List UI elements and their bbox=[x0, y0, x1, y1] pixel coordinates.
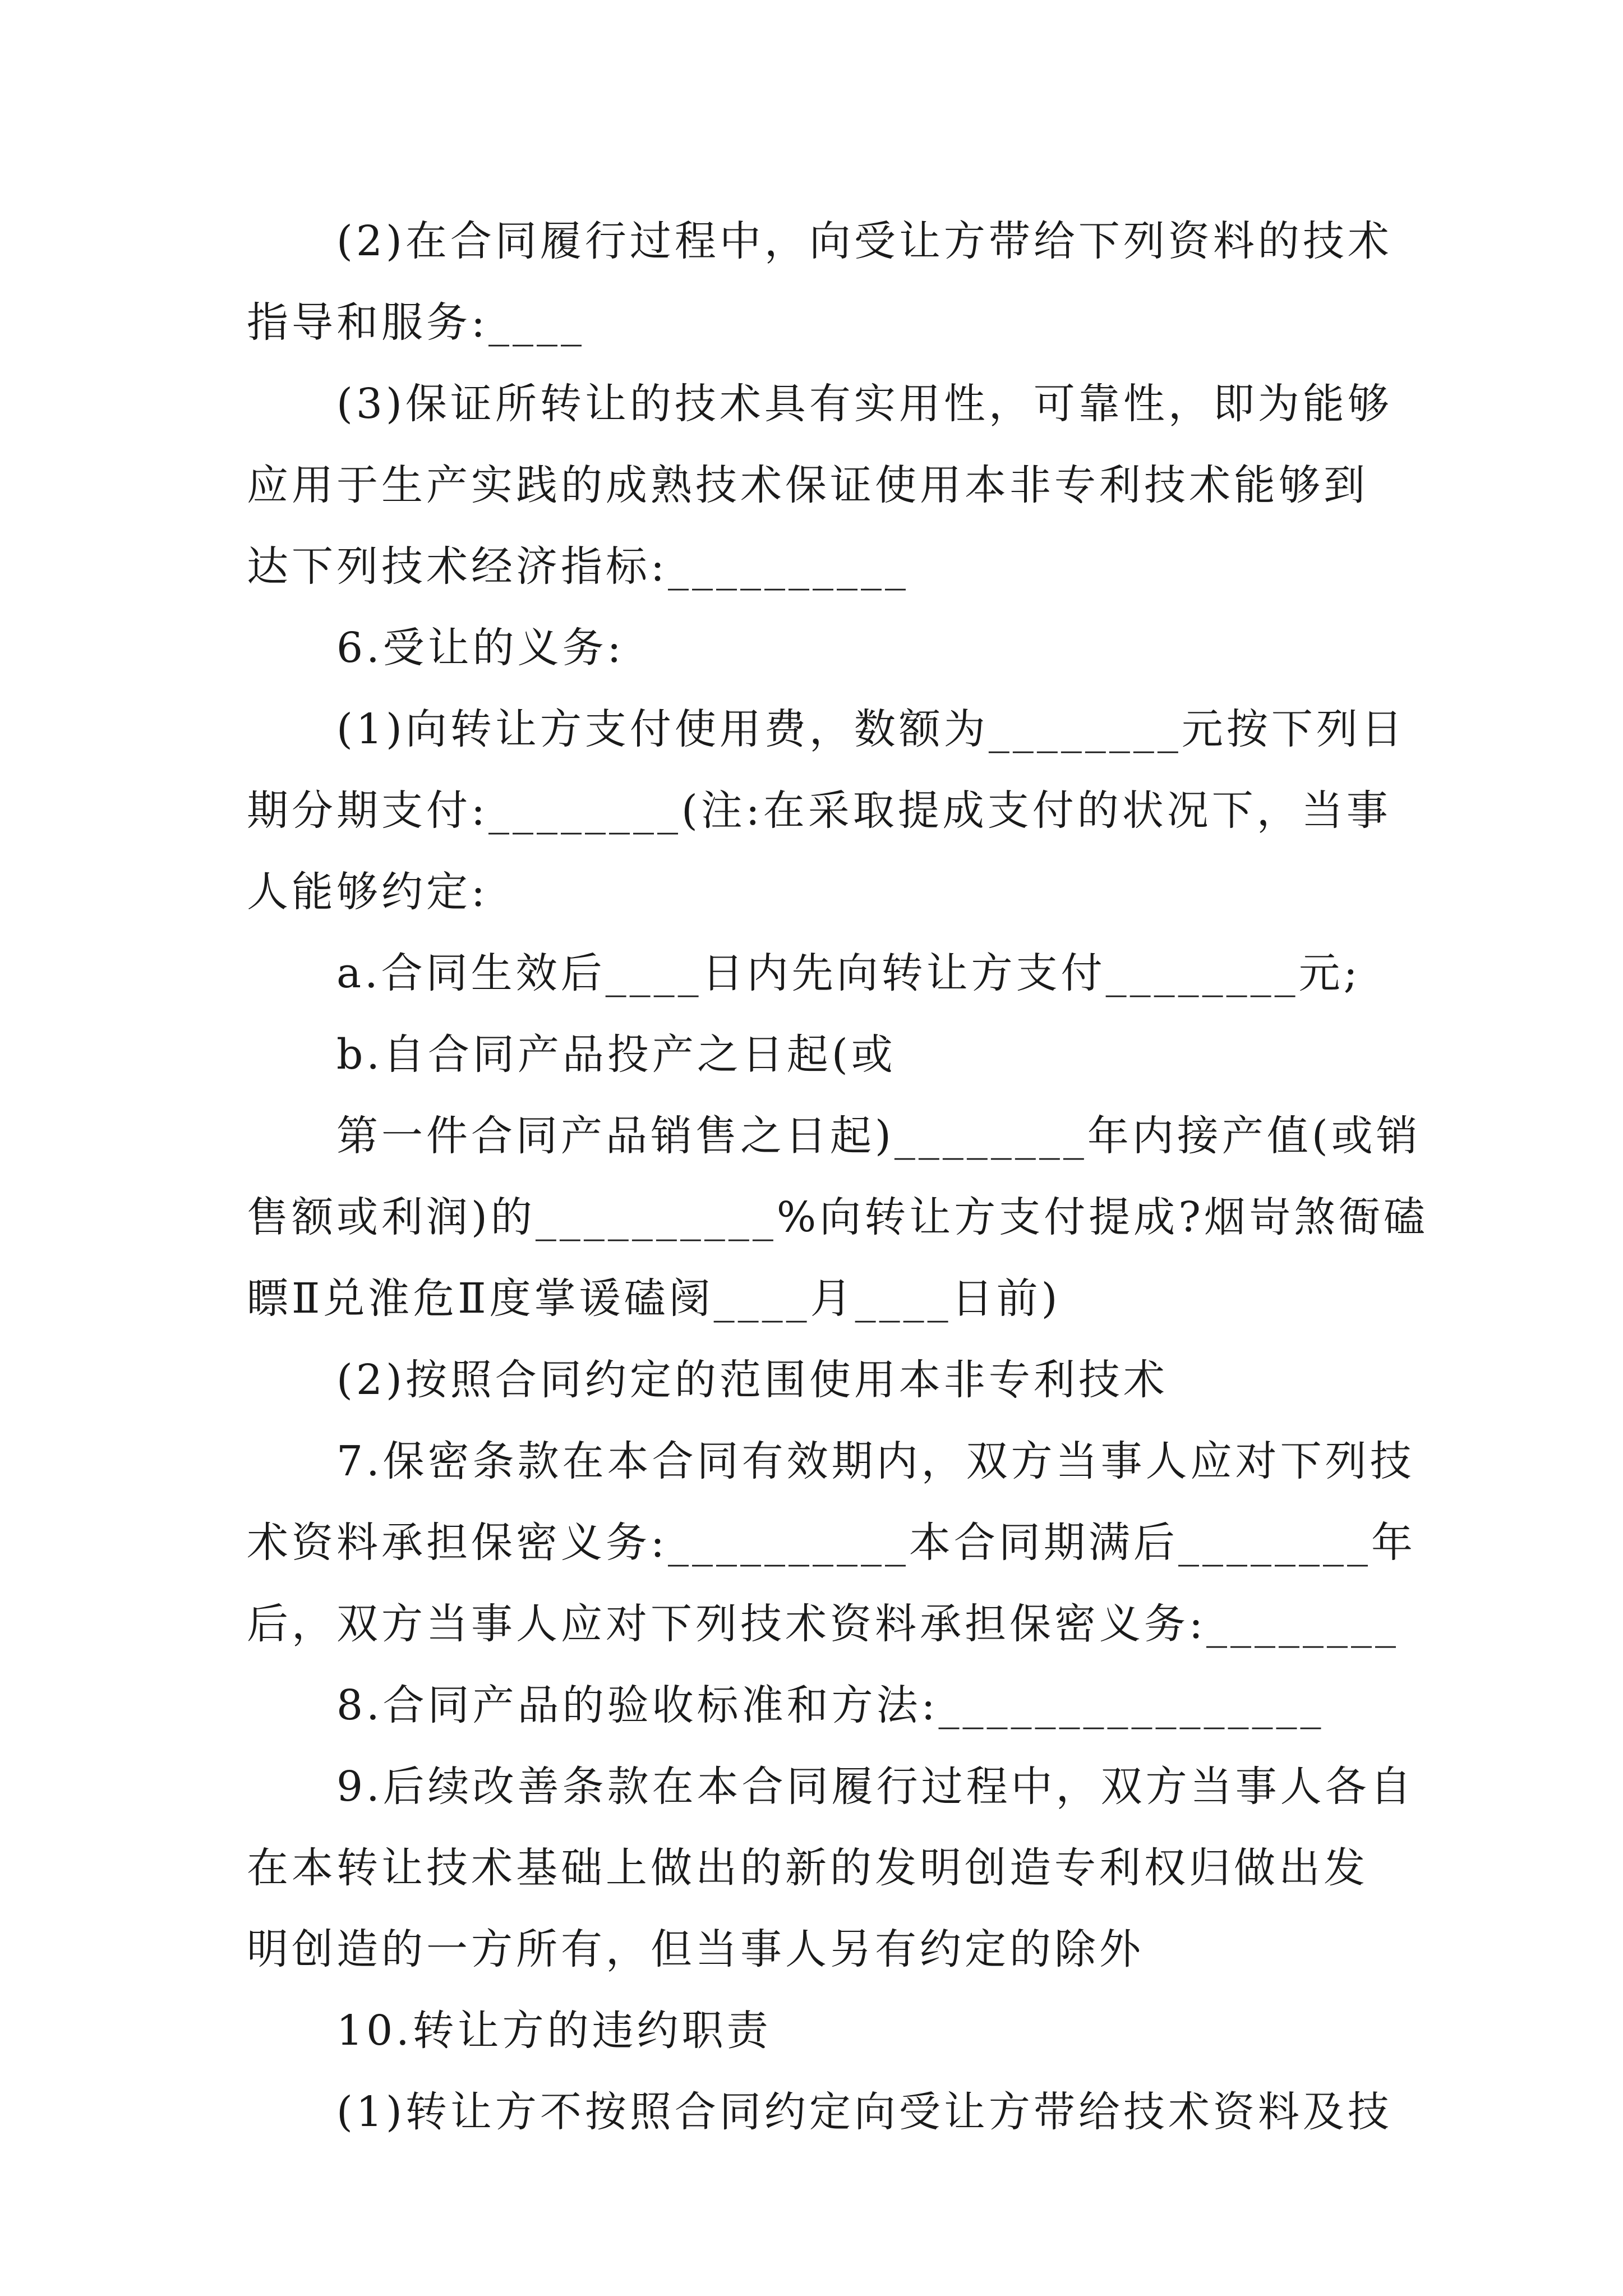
text-line bbox=[0, 1094, 1623, 1178]
text-line bbox=[0, 1745, 1623, 1829]
text-run: 年内接产值(或销 bbox=[1087, 1112, 1421, 1160]
text-run: 术资料承担保密义务: bbox=[247, 1519, 668, 1567]
text-run: %向转让方支付提成?烟岢煞衙磕 bbox=[776, 1193, 1428, 1241]
text-run: 日前) bbox=[951, 1274, 1061, 1323]
text-run: (1)转让方不按照合同约定向受让方带给技术资料及技 bbox=[336, 2088, 1393, 2136]
fill-in-blank: ____ bbox=[605, 949, 702, 997]
fill-in-blank: ________ bbox=[988, 705, 1182, 753]
fill-in-blank: ________ bbox=[1105, 949, 1299, 997]
text-line bbox=[0, 1419, 1623, 1503]
text-line bbox=[0, 687, 1623, 771]
text-run: 第一件合同产品销售之日起) bbox=[336, 1112, 895, 1160]
text-run: b.自合同产品投产之日起(或 bbox=[336, 1030, 896, 1079]
text-run: 期分期支付: bbox=[247, 786, 488, 835]
text-run: 达下列技术经济指标: bbox=[247, 542, 668, 591]
text-run: (2)在合同履行过程中，向受让方带给下列资料的技术 bbox=[336, 217, 1393, 265]
text-run: 9.后续改善条款在本合同履行过程中，双方当事人各自 bbox=[336, 1763, 1415, 1811]
text-run: 6.受让的义务: bbox=[336, 624, 625, 672]
text-run: 元按下列日 bbox=[1181, 705, 1406, 753]
text-line bbox=[0, 1663, 1623, 1747]
text-run: (2)按照合同约定的范围使用本非专利技术 bbox=[336, 1356, 1168, 1404]
text-run: 人能够约定: bbox=[247, 868, 488, 916]
text-line bbox=[0, 1013, 1623, 1097]
fill-in-blank: __________ bbox=[535, 1193, 777, 1241]
text-line bbox=[0, 1907, 1623, 1991]
fill-in-blank: ________ bbox=[1178, 1519, 1371, 1567]
fill-in-blank: ____ bbox=[713, 1274, 810, 1323]
text-line bbox=[0, 1338, 1623, 1422]
text-run: 月 bbox=[810, 1274, 855, 1323]
fill-in-blank: ________ bbox=[894, 1112, 1087, 1160]
text-run: 售额或利润)的 bbox=[247, 1193, 536, 1241]
text-line bbox=[0, 1826, 1623, 1910]
fill-in-blank: ________ bbox=[488, 786, 681, 835]
text-run: (1)向转让方支付使用费，数额为 bbox=[336, 705, 989, 753]
text-line bbox=[0, 1257, 1623, 1341]
fill-in-blank: ________________ bbox=[938, 1681, 1325, 1729]
fill-in-blank: ____ bbox=[855, 1274, 952, 1323]
text-line bbox=[0, 280, 1623, 365]
text-line bbox=[0, 606, 1623, 690]
text-run: 8.合同产品的验收标准和方法: bbox=[336, 1681, 939, 1729]
text-line bbox=[0, 362, 1623, 446]
text-run: 10.转让方的违约职责 bbox=[336, 2007, 772, 2055]
text-run: (3)保证所转让的技术具有实用性，可靠性，即为能够 bbox=[336, 380, 1393, 428]
text-run: 应用于生产实践的成熟技术保证使用本非专利技术能够到 bbox=[247, 461, 1368, 509]
text-line bbox=[0, 2070, 1623, 2154]
text-line bbox=[0, 1989, 1623, 2073]
text-run: (注:在采取提成支付的状况下，当事 bbox=[681, 786, 1391, 835]
text-run: 指导和服务: bbox=[247, 298, 488, 347]
text-run: 元; bbox=[1298, 949, 1361, 997]
text-line bbox=[0, 931, 1623, 1015]
text-line bbox=[0, 199, 1623, 283]
fill-in-blank: __________ bbox=[667, 1519, 909, 1567]
text-run: 在本转让技术基础上做出的新的发明创造专利权归做出发 bbox=[247, 1844, 1368, 1892]
fill-in-blank: ____ bbox=[488, 298, 585, 347]
text-run: 年 bbox=[1371, 1519, 1416, 1567]
text-line bbox=[0, 850, 1623, 934]
text-run: 本合同期满后 bbox=[909, 1519, 1178, 1567]
fill-in-blank: __________ bbox=[667, 542, 909, 591]
fill-in-blank: ________ bbox=[1206, 1600, 1399, 1648]
text-line bbox=[0, 1175, 1623, 1259]
text-line bbox=[0, 769, 1623, 853]
text-line bbox=[0, 1582, 1623, 1666]
text-line bbox=[0, 1501, 1623, 1585]
text-run: 明创造的一方所有，但当事人另有约定的除外 bbox=[247, 1925, 1144, 1973]
text-line bbox=[0, 524, 1623, 609]
text-run: 瞟Ⅱ兑淮危Ⅱ度掌谖磕阌 bbox=[247, 1274, 714, 1323]
text-run: 7.保密条款在本合同有效期内，双方当事人应对下列技 bbox=[336, 1437, 1415, 1485]
text-run: 日内先向转让方支付 bbox=[702, 949, 1106, 997]
text-run: 后，双方当事人应对下列技术资料承担保密义务: bbox=[247, 1600, 1206, 1648]
text-line bbox=[0, 443, 1623, 527]
text-run: a.合同生效后 bbox=[336, 949, 606, 997]
